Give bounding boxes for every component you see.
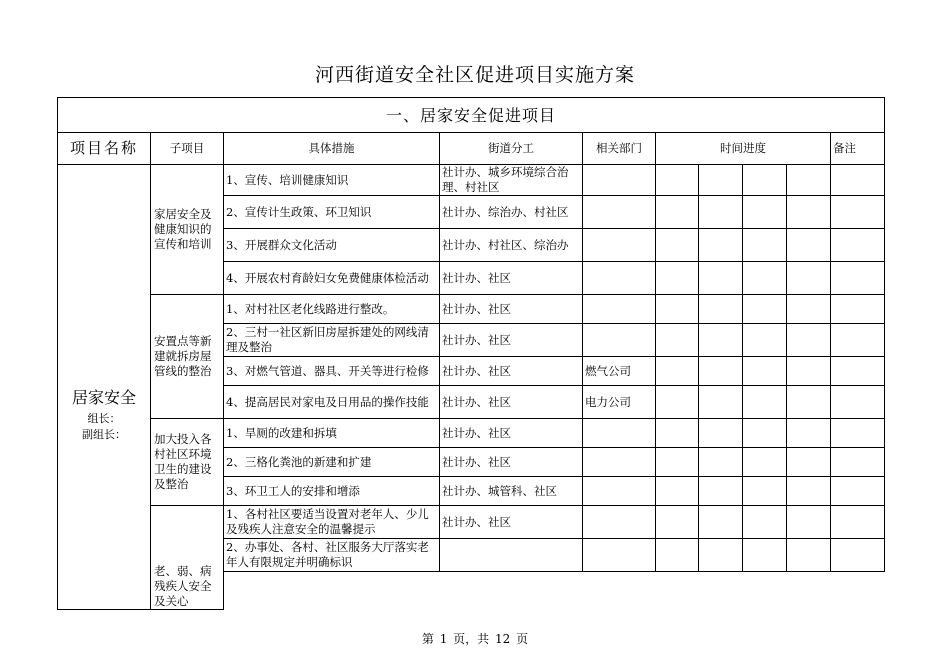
table-row <box>58 165 885 196</box>
progress-cell <box>656 448 699 477</box>
progress-cell <box>787 386 831 419</box>
remarks-cell <box>831 506 885 539</box>
progress-cell <box>743 357 787 386</box>
category-cell <box>58 165 151 610</box>
header-sub-item: 子项目 <box>151 133 224 165</box>
progress-cell <box>743 419 787 448</box>
progress-cell <box>699 448 743 477</box>
remarks-cell <box>831 539 885 572</box>
progress-cell <box>743 477 787 506</box>
progress-cell <box>787 419 831 448</box>
progress-cell <box>699 477 743 506</box>
progress-cell <box>656 262 699 295</box>
progress-cell <box>743 165 787 196</box>
progress-cell <box>656 357 699 386</box>
progress-cell <box>743 196 787 229</box>
group-name: 家居安全及健康知识的宣传和培训 <box>151 165 224 295</box>
dept-cell <box>583 419 656 448</box>
page-title: 河西街道安全社区促进项目实施方案 <box>314 64 635 86</box>
progress-cell <box>699 357 743 386</box>
header-row <box>58 133 885 165</box>
progress-cell <box>656 196 699 229</box>
table-row <box>58 506 885 539</box>
progress-cell <box>656 295 699 324</box>
progress-cell <box>699 196 743 229</box>
group-name: 加大投入各村社区环境卫生的建设及整治 <box>151 419 224 506</box>
progress-cell <box>656 539 699 572</box>
remarks-cell <box>831 295 885 324</box>
division-cell: 社计办、社区 <box>440 262 583 295</box>
dept-cell <box>583 477 656 506</box>
progress-cell <box>699 506 743 539</box>
progress-cell <box>787 262 831 295</box>
progress-cell <box>656 324 699 357</box>
measure-cell: 1、各村社区要适当设置对老年人、少儿及残疾人注意安全的温馨提示 <box>224 506 440 539</box>
header-progress: 时间进度 <box>656 133 831 165</box>
page-current: 1 <box>439 632 448 646</box>
division-cell: 社计办、城管科、社区 <box>440 477 583 506</box>
table-row <box>58 419 885 448</box>
progress-cell <box>787 229 831 262</box>
section-title: 一、居家安全促进项目 <box>58 98 885 133</box>
remarks-cell <box>831 229 885 262</box>
division-cell: 社计办、社区 <box>440 357 583 386</box>
measure-cell: 2、办事处、各村、社区服务大厅落实老年人有限规定并明确标识 <box>224 539 440 572</box>
dept-cell <box>583 196 656 229</box>
blank-cell <box>440 572 583 610</box>
blank-cell <box>787 572 831 610</box>
remarks-cell <box>831 419 885 448</box>
category-name: 居家安全 <box>71 388 136 407</box>
dept-cell <box>583 262 656 295</box>
progress-cell <box>743 448 787 477</box>
header-related-dept: 相关部门 <box>583 133 656 165</box>
page-suffix: 页 <box>516 632 529 646</box>
progress-cell <box>743 262 787 295</box>
progress-cell <box>699 229 743 262</box>
remarks-cell <box>831 386 885 419</box>
blank-cell <box>743 572 787 610</box>
blank-cell <box>831 572 885 610</box>
measure-cell: 1、旱厕的改建和拆填 <box>224 419 440 448</box>
division-cell: 社计办、社区 <box>440 419 583 448</box>
dept-cell <box>583 539 656 572</box>
division-cell: 社计办、社区 <box>440 448 583 477</box>
division-cell: 社计办、综治办、村社区 <box>440 196 583 229</box>
project-table <box>57 97 885 610</box>
progress-cell <box>743 386 787 419</box>
category-leader: 组长： <box>87 412 121 425</box>
progress-cell <box>787 196 831 229</box>
progress-cell <box>656 419 699 448</box>
progress-cell <box>656 386 699 419</box>
remarks-cell <box>831 196 885 229</box>
measure-cell: 3、开展群众文化活动 <box>224 229 440 262</box>
progress-cell <box>656 506 699 539</box>
division-cell: 社计办、社区 <box>440 324 583 357</box>
dept-cell <box>583 295 656 324</box>
dept-cell <box>583 448 656 477</box>
header-project-name: 项目名称 <box>58 133 151 165</box>
section-row <box>58 98 885 133</box>
progress-cell <box>699 262 743 295</box>
progress-cell <box>787 448 831 477</box>
page-prefix: 第 <box>421 632 434 646</box>
table-row <box>58 295 885 324</box>
category-deputy-leader: 副组长： <box>82 428 126 441</box>
remarks-cell <box>831 448 885 477</box>
progress-cell <box>743 539 787 572</box>
progress-cell <box>699 386 743 419</box>
progress-cell <box>743 324 787 357</box>
progress-cell <box>787 477 831 506</box>
page-total: 12 <box>495 632 511 646</box>
header-remarks: 备注 <box>831 133 885 165</box>
dept-cell <box>583 229 656 262</box>
progress-cell <box>787 539 831 572</box>
measure-cell: 4、提高居民对家电及日用品的操作技能 <box>224 386 440 419</box>
remarks-cell <box>831 324 885 357</box>
dept-cell <box>583 165 656 196</box>
division-cell: 社计办、城乡环境综合治理、村社区 <box>440 165 583 196</box>
measure-cell: 1、对村社区老化线路进行整改。 <box>224 295 440 324</box>
measure-cell: 1、宣传、培训健康知识 <box>224 165 440 196</box>
remarks-cell <box>831 165 885 196</box>
header-measures: 具体措施 <box>224 133 440 165</box>
division-cell: 社计办、村社区、综治办 <box>440 229 583 262</box>
division-cell: 社计办、社区 <box>440 506 583 539</box>
blank-cell <box>583 572 656 610</box>
measure-cell: 2、宣传计生政策、环卫知识 <box>224 196 440 229</box>
progress-cell <box>656 165 699 196</box>
progress-cell <box>743 295 787 324</box>
dept-cell <box>583 506 656 539</box>
measure-cell: 4、开展农村育龄妇女免费健康体检活动 <box>224 262 440 295</box>
progress-cell <box>787 165 831 196</box>
progress-cell <box>699 295 743 324</box>
progress-cell <box>787 506 831 539</box>
division-cell <box>440 539 583 572</box>
blank-cell <box>656 572 699 610</box>
measure-cell: 2、三村一社区新旧房屋拆建处的网线清理及整治 <box>224 324 440 357</box>
progress-cell <box>656 477 699 506</box>
group-name: 安置点等新建就拆房屋管线的整治 <box>151 295 224 419</box>
remarks-cell <box>831 357 885 386</box>
measure-cell: 3、对燃气管道、器具、开关等进行检修 <box>224 357 440 386</box>
dept-cell <box>583 324 656 357</box>
dept-cell: 电力公司 <box>583 386 656 419</box>
progress-cell <box>699 539 743 572</box>
division-cell: 社计办、社区 <box>440 386 583 419</box>
measure-cell: 3、环卫工人的安排和增添 <box>224 477 440 506</box>
blank-cell <box>224 572 440 610</box>
group-name: 老、弱、病残疾人安全及关心 <box>151 506 224 610</box>
dept-cell: 燃气公司 <box>583 357 656 386</box>
progress-cell <box>699 324 743 357</box>
measure-cell: 2、三格化粪池的新建和扩建 <box>224 448 440 477</box>
progress-cell <box>743 229 787 262</box>
progress-cell <box>787 295 831 324</box>
remarks-cell <box>831 477 885 506</box>
remarks-cell <box>831 262 885 295</box>
header-division: 街道分工 <box>440 133 583 165</box>
progress-cell <box>743 506 787 539</box>
progress-cell <box>656 229 699 262</box>
progress-cell <box>787 324 831 357</box>
progress-cell <box>699 165 743 196</box>
page-mid: 页，共 <box>453 632 490 646</box>
progress-cell <box>787 357 831 386</box>
blank-cell <box>699 572 743 610</box>
page-footer <box>0 630 950 647</box>
progress-cell <box>699 419 743 448</box>
division-cell: 社计办、社区 <box>440 295 583 324</box>
